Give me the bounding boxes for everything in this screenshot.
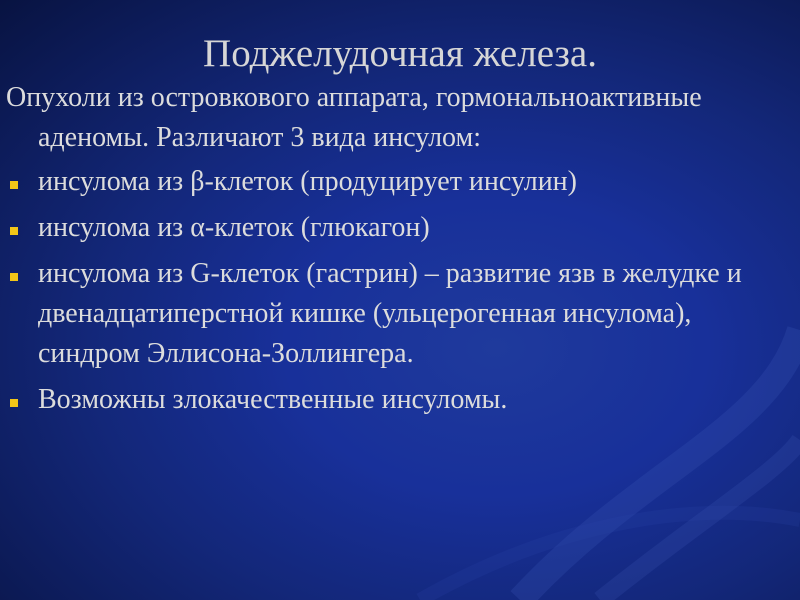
list-item <box>6 380 786 420</box>
list-item <box>6 254 786 374</box>
list-item <box>6 208 786 248</box>
list-item-text: инсулома из α-клеток (глюкагон) <box>38 212 430 243</box>
intro-paragraph: Опухоли из островкового аппарата, гормональноактивные аденомы. Различают 3 вида инсулом: <box>6 82 702 153</box>
square-bullet-icon <box>10 399 18 407</box>
slide-title: Поджелудочная железа. <box>203 32 597 75</box>
slide-body <box>6 78 786 426</box>
list-item <box>6 162 786 202</box>
list-item-text: инсулома из G-клеток (гастрин) – развитие язв в желудке и двенадцатиперстной кишке (ульцерогенная инсулома), синдром Эллисона-Золлингера. <box>38 258 742 369</box>
bullet-list <box>6 162 786 420</box>
square-bullet-icon <box>10 227 18 235</box>
square-bullet-icon <box>10 273 18 281</box>
square-bullet-icon <box>10 181 18 189</box>
list-item-text: Возможны злокачественные инсуломы. <box>38 384 508 415</box>
list-item-text: инсулома из β-клеток (продуцирует инсулин) <box>38 166 577 197</box>
